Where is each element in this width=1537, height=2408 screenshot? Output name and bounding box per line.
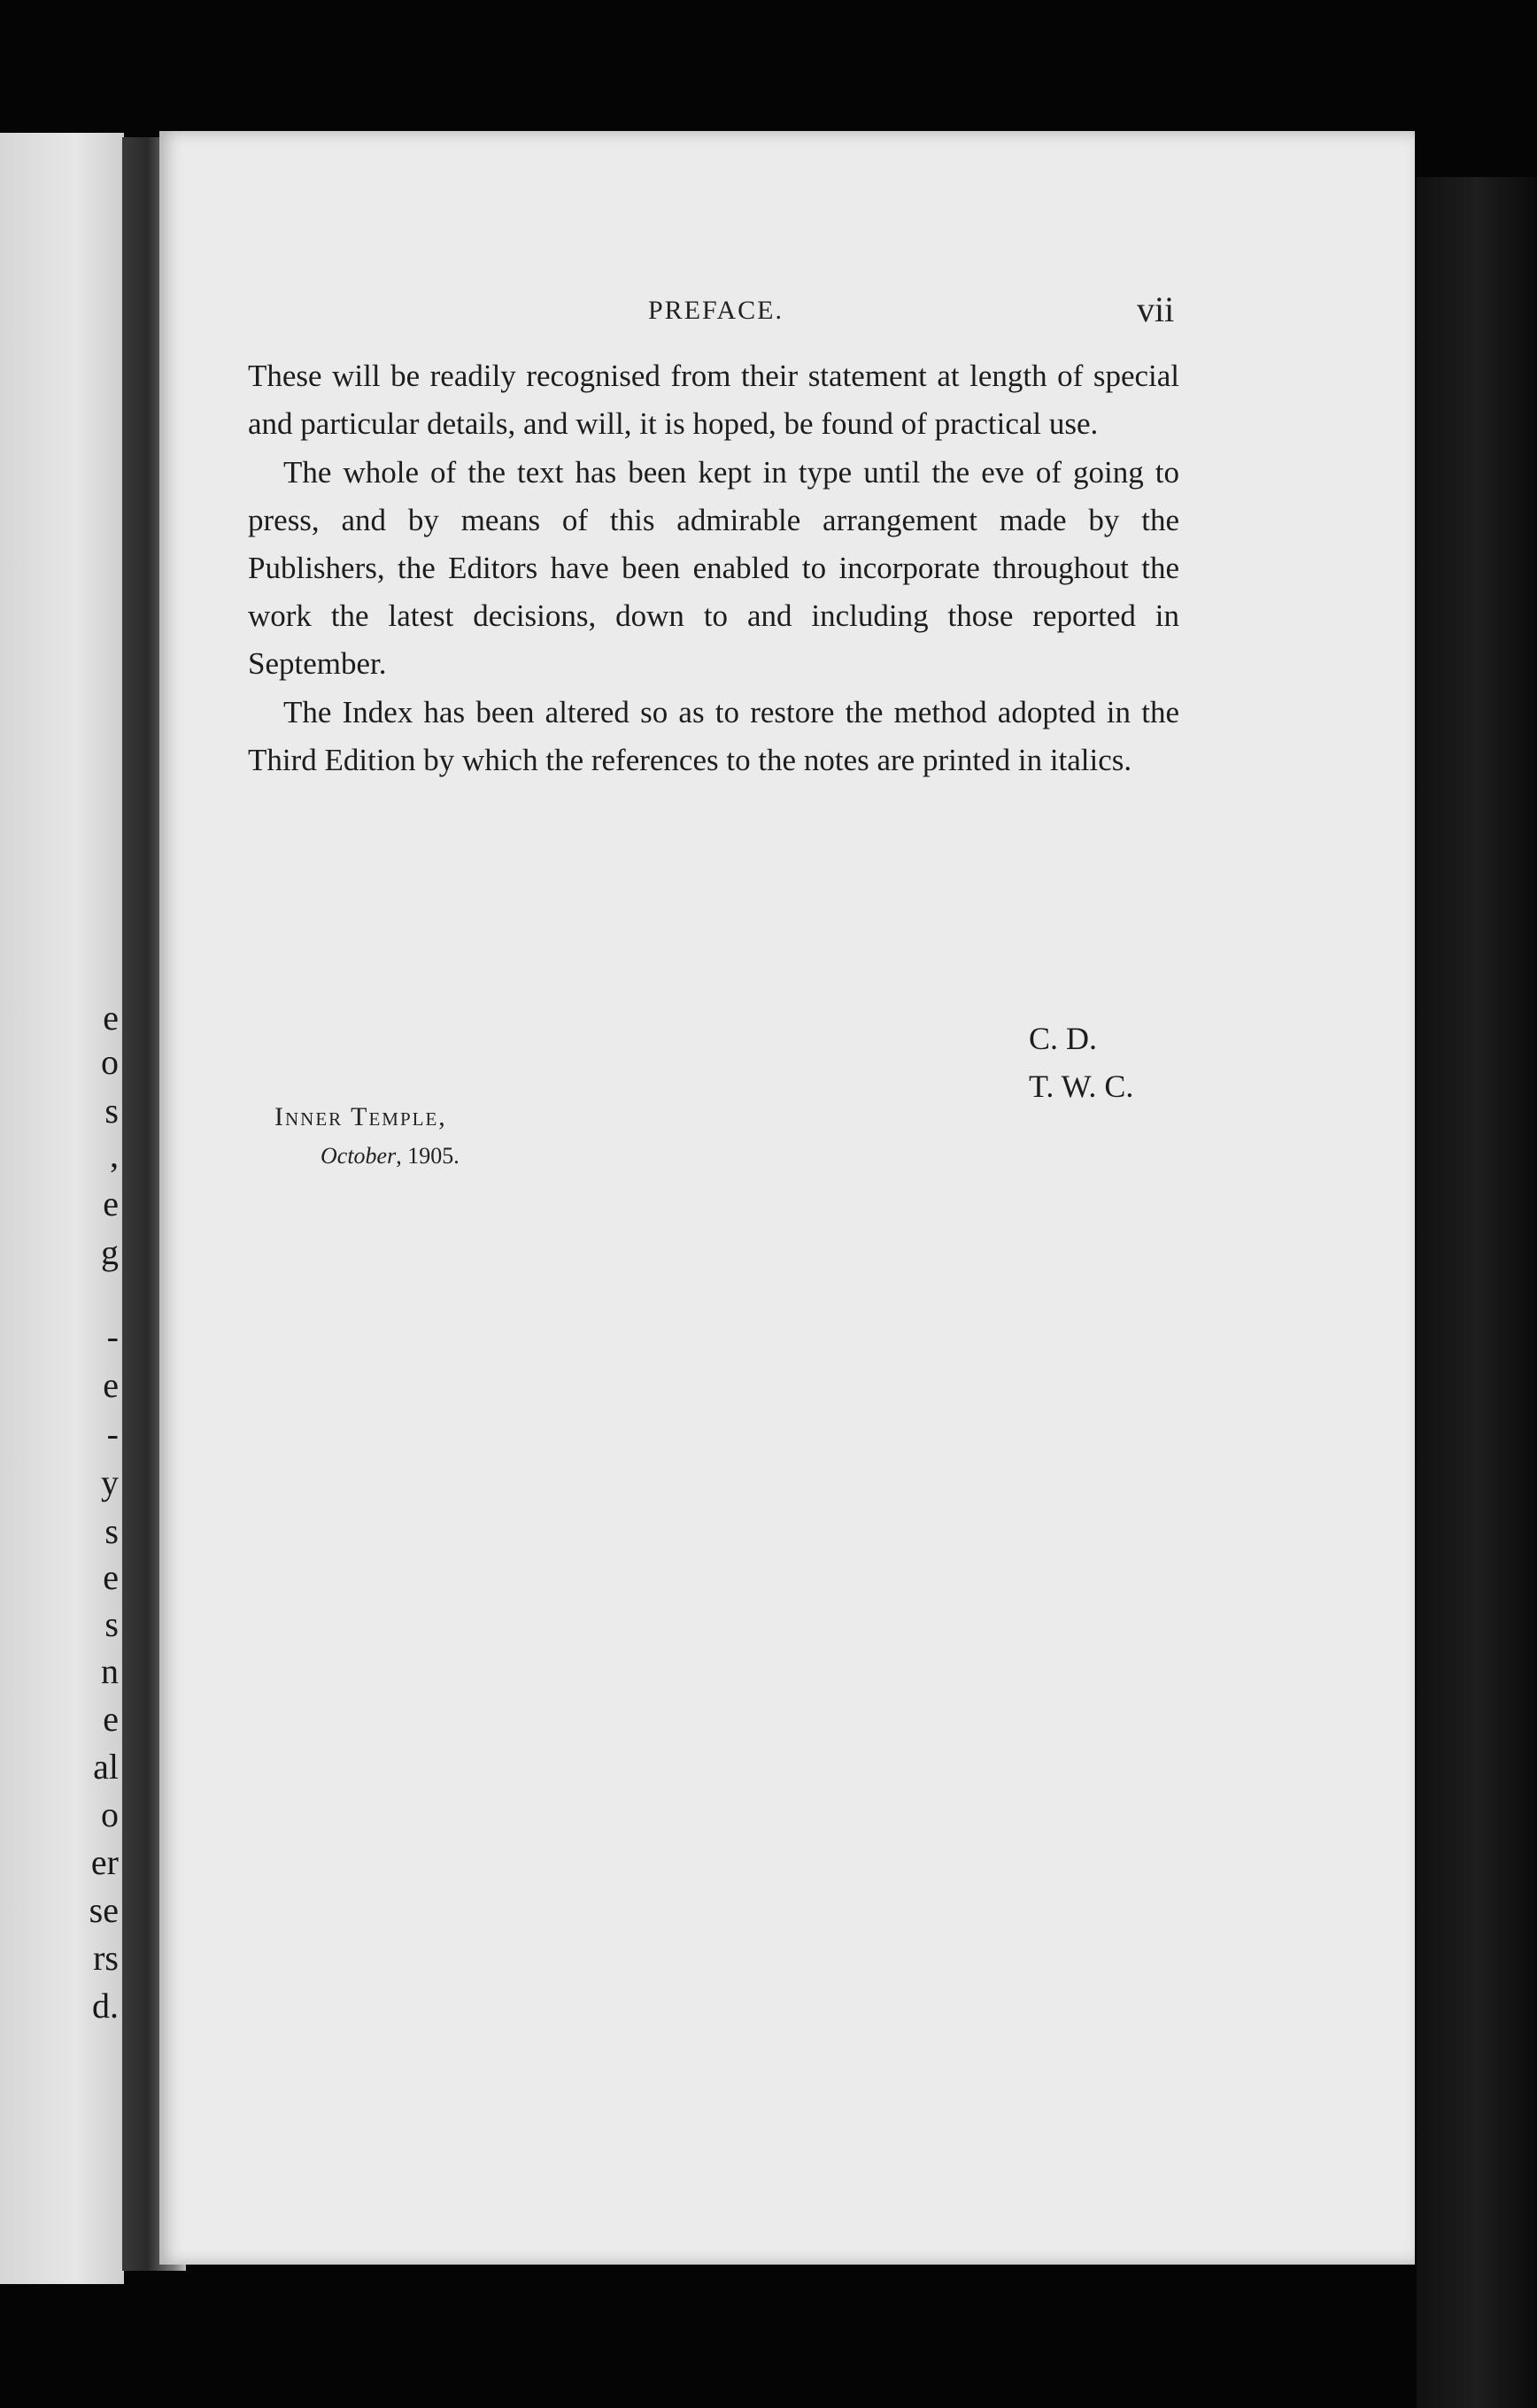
fragment: e: [103, 1699, 119, 1739]
fragment: al: [93, 1747, 119, 1787]
fragment: e: [103, 1365, 119, 1405]
fragment: o: [101, 1794, 119, 1834]
facing-page: [0, 133, 124, 2284]
preface-body: [248, 352, 1179, 785]
fragment: n: [101, 1651, 119, 1691]
fragment: se: [89, 1890, 119, 1930]
fragment: s: [104, 1604, 119, 1644]
fragment: rs: [93, 1938, 119, 1978]
fragment: s: [104, 1091, 119, 1131]
fragment: e: [103, 998, 119, 1038]
place-and-date: [274, 1098, 460, 1176]
fragment: g: [101, 1232, 119, 1272]
book-page: [159, 131, 1415, 2265]
fragment: d.: [92, 1986, 119, 2026]
date-line: [274, 1137, 460, 1176]
signature-block: [1029, 1015, 1133, 1110]
facing-page-text-fragments: [87, 133, 122, 2284]
fragment: er: [90, 1842, 119, 1882]
date-month: October: [321, 1143, 397, 1169]
fragment: -: [106, 1316, 119, 1356]
date-year: , 1905.: [396, 1143, 460, 1169]
page-number: vii: [1137, 289, 1175, 329]
fragment: s: [104, 1511, 119, 1551]
fragment: ,: [110, 1135, 119, 1175]
fragment: e: [103, 1184, 119, 1223]
paragraph: The Index has been altered so as to restore the method adopted in the Third Edition by which the references to the notes are printed in italics.: [248, 695, 1179, 777]
fragment: y: [101, 1463, 119, 1502]
fragment: e: [103, 1557, 119, 1597]
page-stack-edge: [1417, 177, 1537, 2408]
place-name: Inner Temple,: [274, 1102, 447, 1131]
paragraph: The whole of the text has been kept in type until the eve of going to press, and by means of this admirable arrangement made by the Publishers, the Editors have been enabled to incorporate throughout the work the latest decisions, down to and including those reported in September.: [248, 455, 1179, 681]
signature-initials: C. D.: [1029, 1021, 1098, 1056]
fragment: -: [106, 1414, 119, 1454]
running-title: PREFACE.: [648, 296, 784, 325]
fragment: o: [101, 1042, 119, 1082]
paragraph: These will be readily recognised from their statement at length of special and particular details, and will, it is hoped, be found of practical use.: [248, 359, 1179, 441]
signature-initials: T. W. C.: [1029, 1069, 1134, 1104]
running-head: [159, 289, 1415, 349]
